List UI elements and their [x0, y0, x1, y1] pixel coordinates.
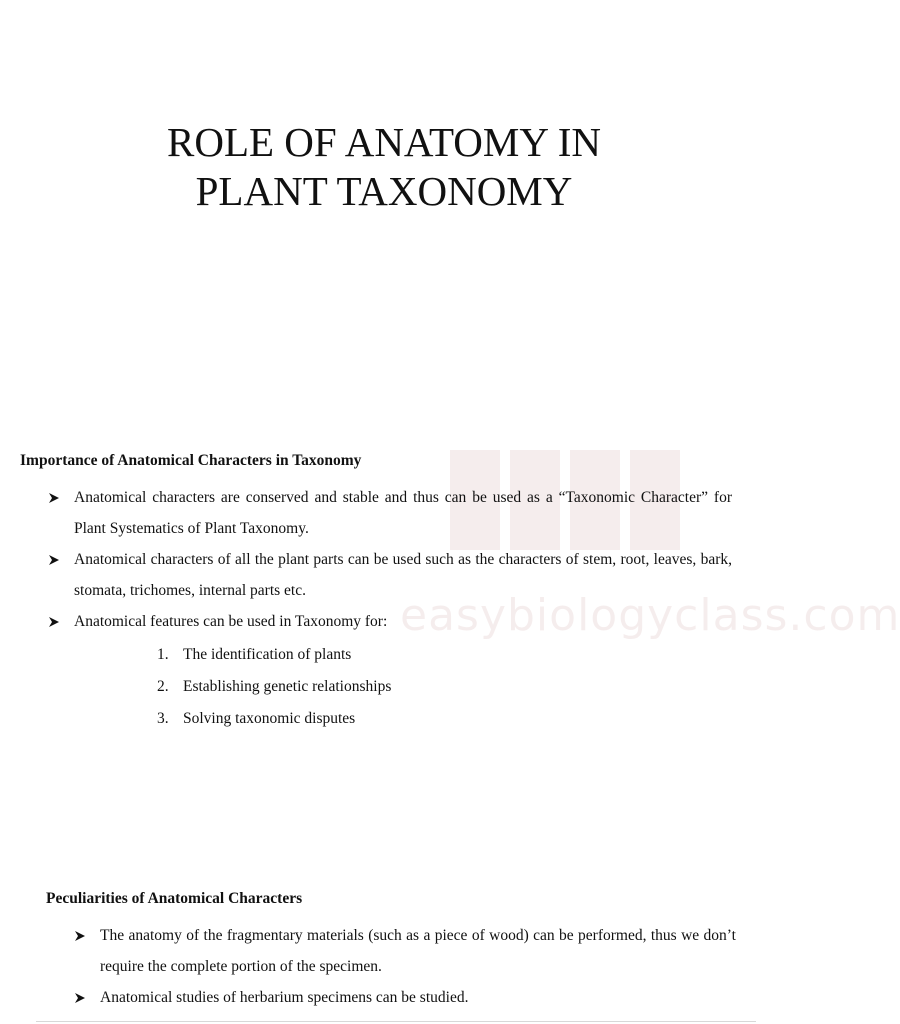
page-title: [0, 118, 768, 216]
list-item: [157, 703, 732, 735]
watermark-text: easybiologyclass.com: [400, 590, 900, 641]
list-item: [157, 639, 732, 671]
list-item: [157, 671, 732, 703]
importance-bullet-list: [20, 482, 732, 637]
peculiarities-bullet-list: [46, 920, 736, 1013]
list-item: [72, 982, 736, 1013]
list-item: [46, 544, 732, 606]
bullet-text: The anatomy of the fragmentary materials (such as a piece of wood) can be performed, thus we don’t require the complete portion of the specimen.: [100, 927, 736, 975]
title-line-1: ROLE OF ANATOMY IN: [167, 119, 601, 165]
arrow-bullet-icon: [75, 931, 85, 941]
arrow-bullet-icon: [75, 993, 85, 1003]
arrow-bullet-icon: [49, 555, 59, 565]
item-text: The identification of plants: [183, 646, 352, 663]
page-edge-divider: [36, 1021, 756, 1022]
bullet-text: Anatomical characters of all the plant parts can be used such as the characters of stem, root, leaves, bark, stomata, trichomes, internal parts etc.: [74, 551, 732, 599]
bullet-text: Anatomical studies of herbarium specimens can be studied.: [100, 989, 469, 1006]
peculiarities-heading: Peculiarities of Anatomical Characters: [46, 890, 303, 907]
list-item: [46, 606, 732, 637]
list-item: [72, 920, 736, 982]
arrow-bullet-icon: [49, 617, 59, 627]
uses-numbered-list: [20, 639, 732, 735]
title-line-2: PLANT TAXONOMY: [195, 168, 573, 214]
item-text: Solving taxonomic disputes: [183, 710, 356, 727]
peculiarities-section: [46, 888, 736, 1013]
bullet-text: Anatomical features can be used in Taxonomy for:: [74, 613, 388, 630]
item-text: Establishing genetic relationships: [183, 678, 392, 695]
importance-section: [20, 450, 732, 735]
importance-heading: Importance of Anatomical Characters in Taxonomy: [20, 452, 362, 469]
arrow-bullet-icon: [49, 493, 59, 503]
bullet-text: Anatomical characters are conserved and stable and thus can be used as a “Taxonomic Character” for Plant Systematics of Plant Taxonomy.: [74, 489, 732, 537]
item-number: 2.: [157, 678, 169, 695]
list-item: [46, 482, 732, 544]
item-number: 1.: [157, 646, 169, 663]
item-number: 3.: [157, 710, 169, 727]
